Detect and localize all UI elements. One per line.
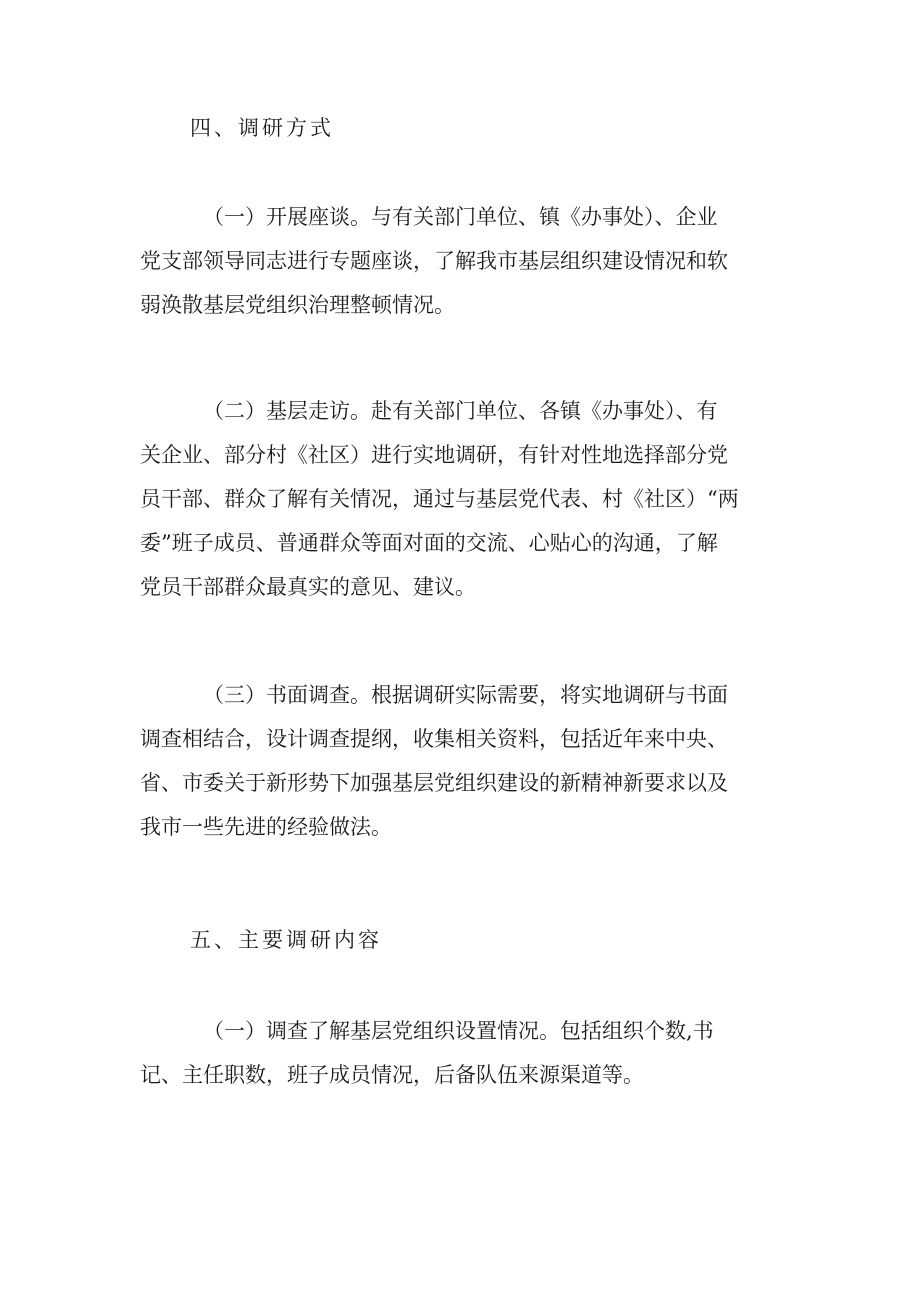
paragraph-line: 省、市委关于新形势下加强基层党组织建设的新精神新要求以及 <box>140 771 728 795</box>
paragraph-field-visits <box>140 389 790 609</box>
paragraph-line: （二）基层走访。赴有关部门单位、各镇《办事处）、有 <box>203 399 718 423</box>
section-heading-contents: 五、主要调研内容 <box>190 928 382 952</box>
paragraph-line: （三）书面调查。根据调研实际需要，将实地调研与书面 <box>203 683 728 707</box>
paragraph-line: 党员干部群众最真实的意见、建议。 <box>140 575 476 599</box>
paragraph-line: 我市一些先进的经验做法。 <box>140 815 392 839</box>
paragraph-line: 弱涣散基层党组织治理整顿情况。 <box>140 293 455 317</box>
paragraph-line: 关企业、部分村《社区）进行实地调研，有针对性地选择部分党 <box>140 443 728 467</box>
paragraph-symposium <box>140 195 790 327</box>
paragraph-line: （一）调查了解基层党组织设置情况。包括组织个数,书 <box>203 1019 714 1043</box>
paragraph-org-setup <box>140 1009 790 1097</box>
paragraph-line: 调查相结合，设计调查提纲，收集相关资料，包括近年来中央、 <box>140 727 728 751</box>
paragraph-line: 党支部领导同志进行专题座谈，了解我市基层组织建设情况和软 <box>140 249 728 273</box>
paragraph-line: 员干部、群众了解有关情况，通过与基层党代表、村《社区）“两 <box>140 487 739 511</box>
paragraph-line: （一）开展座谈。与有关部门单位、镇《办事处）、企业 <box>203 205 718 229</box>
paragraph-line: 委”班子成员、普通群众等面对面的交流、心贴心的沟通，了解 <box>140 531 718 555</box>
section-heading-methods: 四、调研方式 <box>190 116 334 140</box>
paragraph-written-survey <box>140 673 790 849</box>
paragraph-line: 记、主任职数，班子成员情况，后备队伍来源渠道等。 <box>140 1063 644 1087</box>
